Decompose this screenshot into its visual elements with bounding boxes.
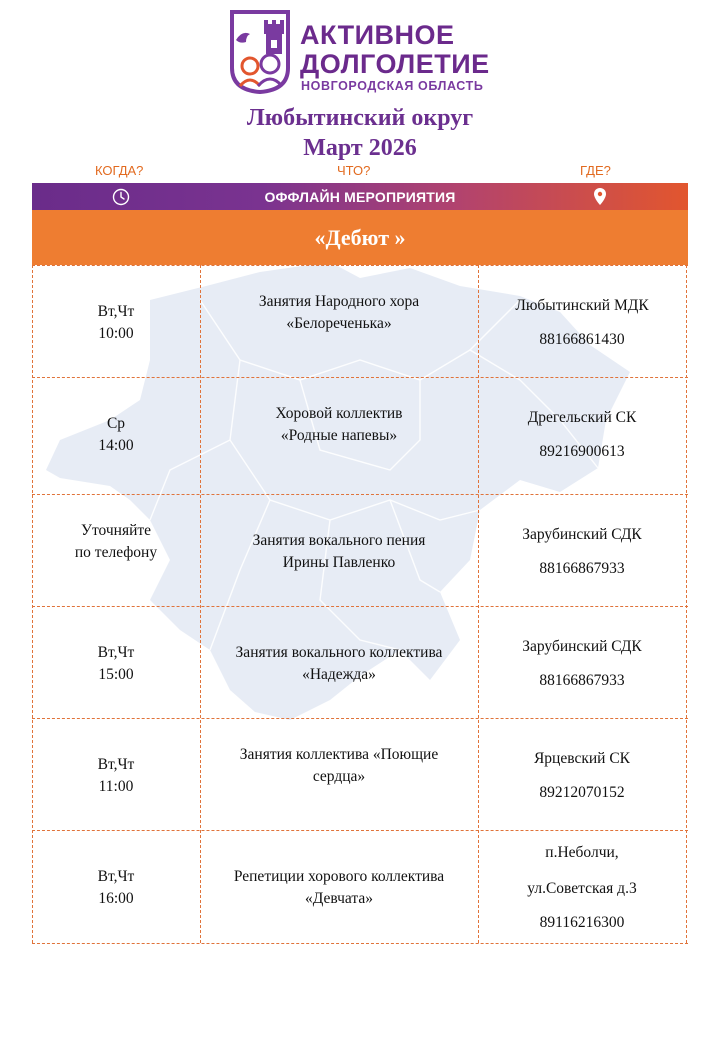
logo-line-3: НОВГОРОДСКАЯ ОБЛАСТЬ <box>301 79 484 93</box>
activity-cell <box>200 866 478 910</box>
phone-number: 88166867933 <box>539 560 625 577</box>
schedule-table <box>32 265 688 943</box>
when-cell <box>32 301 200 345</box>
venue-cell: Зарубинский СДК <box>522 526 642 543</box>
page-subtitle: Март 2026 <box>303 135 417 161</box>
when-cell-line: Вт,Чт <box>97 756 135 773</box>
venue-cell: п.Неболчи, <box>545 844 619 861</box>
logo-line-1: АКТИВНОЕ <box>300 20 455 50</box>
phone-number: 88166867933 <box>539 672 625 689</box>
activity-cell-line: «Надежда» <box>302 666 376 683</box>
venue-cell: ул.Советская д.3 <box>527 880 637 897</box>
when-cell-line: по телефону <box>74 544 158 561</box>
when-cell-line: 16:00 <box>98 890 134 907</box>
logo <box>228 10 498 96</box>
activity-cell <box>200 403 478 447</box>
activity-cell-line: Хоровой коллектив <box>275 405 403 422</box>
activity-cell-line: «Девчата» <box>305 890 373 907</box>
offline-events-banner <box>32 183 688 210</box>
column-label-when: КОГДА? <box>95 163 144 178</box>
when-cell <box>32 866 200 910</box>
when-cell-line: Ср <box>106 415 126 432</box>
when-cell-line: Вт,Чт <box>97 303 135 320</box>
section-header <box>32 210 688 265</box>
activity-cell <box>200 291 478 335</box>
activity-cell-line: Занятия Народного хора <box>258 293 420 310</box>
when-cell-line: Вт,Чт <box>97 644 135 661</box>
activity-cell <box>200 744 478 788</box>
when-cell-line: Вт,Чт <box>97 868 135 885</box>
activity-cell-line: Ирины Павленко <box>282 554 396 571</box>
column-label-what: ЧТО? <box>337 163 371 178</box>
when-cell-line: 11:00 <box>98 778 134 795</box>
when-cell-line: 15:00 <box>98 666 134 683</box>
logo-line-2: ДОЛГОЛЕТИЕ <box>300 49 490 79</box>
when-cell-line: 10:00 <box>98 325 134 342</box>
when-cell-line: 14:00 <box>98 437 134 454</box>
logo-emblem-icon <box>228 10 292 94</box>
activity-cell-line: Репетиции хорового коллектива <box>233 868 445 885</box>
venue-cell: Дрегельский СК <box>527 409 637 426</box>
activity-cell-line: Занятия вокального коллектива <box>235 644 443 661</box>
when-cell <box>32 642 200 686</box>
activity-cell-line: «Белореченька» <box>286 315 392 332</box>
when-cell <box>32 754 200 798</box>
phone-number: 89212070152 <box>539 784 625 801</box>
when-cell <box>32 413 200 457</box>
activity-cell <box>200 642 478 686</box>
when-cell <box>32 520 200 564</box>
venue-cell: Зарубинский СДК <box>522 638 642 655</box>
page-title: Любытинский округ <box>246 105 474 131</box>
activity-cell <box>200 530 478 574</box>
phone-number: 88166861430 <box>539 331 625 348</box>
when-cell-line: Уточняйте <box>80 522 152 539</box>
phone-number: 89116216300 <box>539 914 625 931</box>
activity-cell-line: «Родные напевы» <box>280 427 398 444</box>
section-title: «Дебют » <box>314 225 406 250</box>
venue-cell: Любытинский МДК <box>515 297 649 314</box>
activity-cell-line: Занятия коллектива «Поющие <box>239 746 439 763</box>
banner-title: ОФФЛАЙН МЕРОПРИЯТИЯ <box>264 189 456 205</box>
activity-cell-line: сердца» <box>312 768 366 785</box>
column-label-where: ГДЕ? <box>580 163 611 178</box>
venue-cell: Ярцевский СК <box>533 750 631 767</box>
phone-number: 89216900613 <box>539 443 625 460</box>
location-pin-icon <box>593 187 607 206</box>
activity-cell-line: Занятия вокального пения <box>252 532 426 549</box>
table-row-divider <box>32 943 688 944</box>
